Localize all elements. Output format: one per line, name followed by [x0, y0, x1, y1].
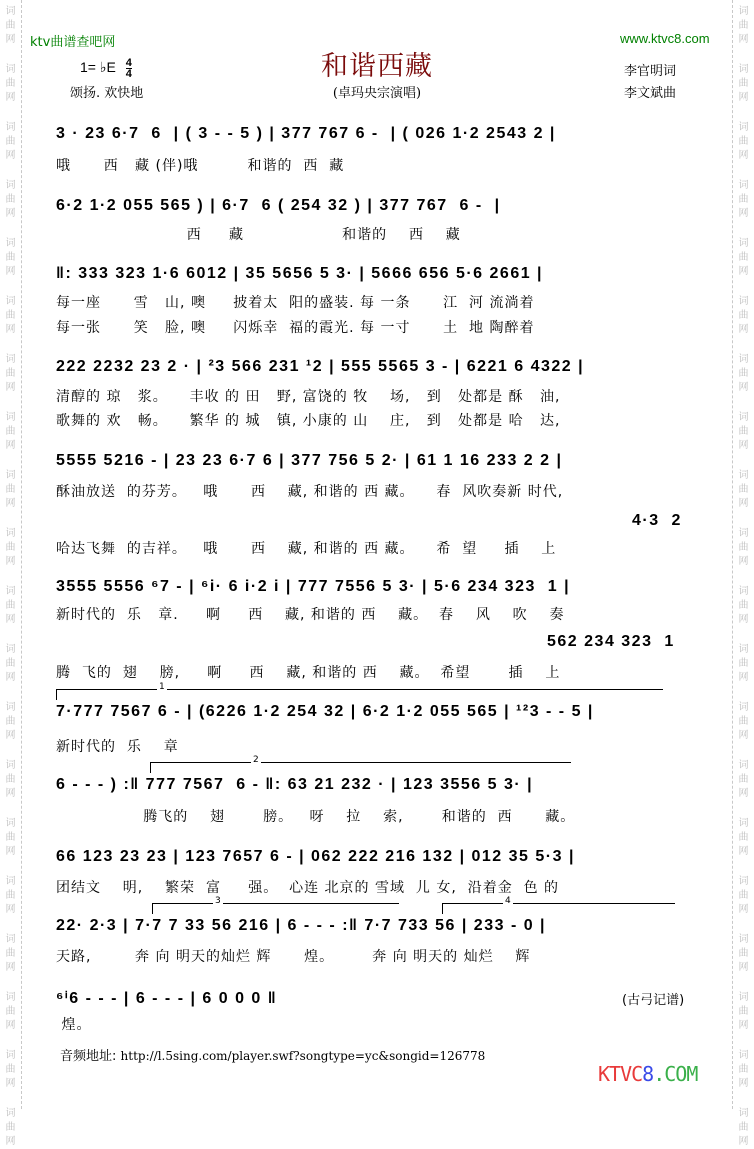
- watermark-text: 词 曲 网: [5, 412, 16, 451]
- watermark-text: 词 曲 网: [5, 992, 16, 1031]
- lyricist-credit: 李官明词: [624, 64, 677, 79]
- staff-row: [56, 197, 706, 221]
- watermark-text: 词 曲 网: [738, 934, 749, 973]
- volta-bracket: 2: [150, 762, 571, 773]
- lyric-line: 新时代的 乐 章. 啊 西 藏, 和谐的 西 藏。 春 风 吹 奏: [56, 607, 565, 623]
- watermark-column-right: [732, 0, 754, 1147]
- watermark-text: 词 曲 网: [738, 1108, 749, 1147]
- volta-bracket: 3: [152, 903, 399, 914]
- watermark-text: 词 曲 网: [5, 1050, 16, 1089]
- watermark-text: 词 曲 网: [5, 470, 16, 509]
- lyric-line: 西 藏 和谐的 西 藏: [56, 227, 461, 243]
- watermark-text: 词 曲 网: [5, 760, 16, 799]
- lyric-line: 酥油放送 的芬芳。 哦 西 藏, 和谐的 西 藏。 春 风吹奏新 时代,: [56, 484, 564, 500]
- ktvc8-logo: KTVC8.COM: [598, 1062, 698, 1086]
- watermark-text: 词 曲 网: [5, 1108, 16, 1147]
- lyric-line: 腾 飞的 翅 膀, 啊 西 藏, 和谐的 西 藏。 希望 插 上: [56, 665, 561, 681]
- lyric-line: 歌舞的 欢 畅。 繁华 的 城 镇, 小康的 山 庄, 到 处都是 哈 达,: [56, 413, 561, 429]
- lyric-line: 哦 西 藏 (伴)哦 和谐的 西 藏: [56, 158, 345, 174]
- watermark-text: 词 曲 网: [5, 586, 16, 625]
- watermark-column-left: [0, 0, 22, 1147]
- staff-row: [56, 776, 706, 800]
- notes-line: 66 123 23 23 | 123 7657 6 - | 062 222 216 132 | 012 35 5·3 |: [56, 848, 575, 865]
- lyric-line: 清醇的 琼 浆。 丰收 的 田 野, 富饶的 牧 场, 到 处都是 酥 油,: [56, 389, 561, 405]
- staff-row: [56, 848, 706, 872]
- watermark-text: 词 曲 网: [738, 992, 749, 1031]
- watermark-text: 词 曲 网: [738, 180, 749, 219]
- song-title: 和谐西藏: [321, 51, 433, 82]
- watermark-text: 词 曲 网: [5, 528, 16, 567]
- watermark-text: 词 曲 网: [5, 818, 16, 857]
- staff-row: [56, 703, 706, 727]
- lyric-line: 团结文 明, 繁荣 富 强。 心连 北京的 雪域 儿 女, 沿着金 色 的: [56, 880, 560, 896]
- staff-row: [56, 265, 706, 289]
- lyric-line: 每一张 笑 脸, 噢 闪烁幸 福的霞光. 每 一寸 土 地 陶醉着: [56, 320, 535, 336]
- watermark-text: 词 曲 网: [738, 702, 749, 741]
- watermark-text: 词 曲 网: [5, 238, 16, 277]
- lyric-line: 腾飞的 翅 膀。 呀 拉 索, 和谐的 西 藏。: [56, 809, 576, 825]
- lyric-line: 新时代的 乐 章: [56, 739, 179, 755]
- watermark-text: 词 曲 网: [738, 586, 749, 625]
- volta-bracket: 1: [56, 689, 663, 700]
- staff-row: [56, 358, 706, 382]
- notes-line: 3555 5556 ⁶7 - | ⁶i· 6 i·2 i | 777 7556 5 3· | 5·6 234 323 1 |: [56, 578, 571, 595]
- watermark-text: 词 曲 网: [5, 934, 16, 973]
- volta-bracket: 4: [442, 903, 675, 914]
- notes-line: 5555 5216 - | 23 23 6·7 6 | 377 756 5 2· | 61 1 16 233 2 2 |: [56, 452, 563, 469]
- lyric-line: 天路, 奔 向 明天的灿烂 辉 煌。 奔 向 明天的 灿烂 辉: [56, 949, 531, 965]
- notes-line: 6·2 1·2 055 565 ) | 6·7 6 ( 254 32 ) | 377 767 6 - |: [56, 197, 501, 214]
- key-label: 1= ♭E: [80, 59, 116, 76]
- watermark-text: 词 曲 网: [738, 760, 749, 799]
- staff-row: [56, 452, 706, 476]
- watermark-text: 词 曲 网: [738, 644, 749, 683]
- staff-row: [56, 988, 706, 1012]
- key-signature: [80, 58, 132, 79]
- staff-row: [632, 512, 754, 536]
- lyric-line: 哈达飞舞 的吉祥。 哦 西 藏, 和谐的 西 藏。 希 望 插 上: [56, 541, 557, 557]
- tempo-marking: 颂扬. 欢快地: [70, 86, 144, 101]
- watermark-text: 词 曲 网: [738, 470, 749, 509]
- composer-credit: 李文斌曲: [624, 86, 677, 101]
- watermark-text: 词 曲 网: [738, 238, 749, 277]
- notation-credit: (古弓记谱): [622, 993, 685, 1008]
- watermark-text: 词 曲 网: [5, 644, 16, 683]
- watermark-text: 词 曲 网: [5, 6, 16, 45]
- notes-line: 3 · 23 6·7 6 | ( 3 - - 5 ) | 377 767 6 - | ( 026 1·2 2543 2 |: [56, 125, 556, 142]
- audio-label: 音频地址:: [60, 1049, 117, 1064]
- time-signature: $\frac{4}{4}$: [125, 57, 132, 80]
- watermark-text: 词 曲 网: [5, 122, 16, 161]
- watermark-text: 词 曲 网: [5, 180, 16, 219]
- staff-row: [547, 633, 754, 657]
- notes-line: 7·777 7567 6 - | (6226 1·2 254 32 | 6·2 1·2 055 565 | ¹²3 - - 5 |: [56, 703, 594, 720]
- notes-line: 6 - - - ) :‖ 777 7567 6 - ‖: 63 21 232 · | 123 3556 5 3· |: [56, 776, 534, 793]
- watermark-text: 词 曲 网: [738, 354, 749, 393]
- lyric-line: 每一座 雪 山, 噢 披着太 阳的盛装. 每 一条 江 河 流淌着: [56, 295, 535, 311]
- notes-line: 22· 2·3 | 7·7 7 33 56 216 | 6 - - - :‖ 7·7 733 56 | 233 - 0 |: [56, 917, 547, 934]
- lyric-line: 煌。: [56, 1017, 92, 1033]
- watermark-text: 词 曲 网: [738, 876, 749, 915]
- site-url[interactable]: www.ktvc8.com: [620, 31, 710, 46]
- notes-line: ⁶ⁱ6 - - - | 6 - - - | 6 0 0 0 ‖: [56, 990, 278, 1007]
- audio-url[interactable]: http://l.5sing.com/player.swf?songtype=yc&songid=126778: [120, 1049, 486, 1063]
- watermark-text: 词 曲 网: [738, 6, 749, 45]
- staff-row: [56, 917, 706, 941]
- watermark-text: 词 曲 网: [738, 122, 749, 161]
- watermark-text: 词 曲 网: [5, 354, 16, 393]
- notes-line: 562 234 323 1: [547, 633, 675, 650]
- watermark-text: 词 曲 网: [738, 412, 749, 451]
- watermark-text: 词 曲 网: [5, 876, 16, 915]
- site-name: ktv曲谱查吧网: [30, 35, 116, 50]
- watermark-text: 词 曲 网: [5, 702, 16, 741]
- audio-address: [60, 1045, 485, 1064]
- watermark-text: 词 曲 网: [5, 296, 16, 335]
- watermark-text: 词 曲 网: [738, 64, 749, 103]
- notes-line: ‖: 333 323 1·6 6012 | 35 5656 5 3· | 5666 656 5·6 2661 |: [56, 265, 544, 282]
- song-subtitle: (卓玛央宗演唱): [332, 86, 422, 101]
- staff-row: [56, 125, 706, 149]
- watermark-text: 词 曲 网: [738, 1050, 749, 1089]
- watermark-text: 词 曲 网: [738, 818, 749, 857]
- notes-line: 4·3 2: [632, 512, 682, 529]
- watermark-text: 词 曲 网: [5, 64, 16, 103]
- watermark-text: 词 曲 网: [738, 296, 749, 335]
- notes-line: 222 2232 23 2 · | ²3 566 231 ¹2 | 555 5565 3 - | 6221 6 4322 |: [56, 358, 585, 375]
- watermark-text: 词 曲 网: [738, 528, 749, 567]
- staff-row: [56, 578, 706, 602]
